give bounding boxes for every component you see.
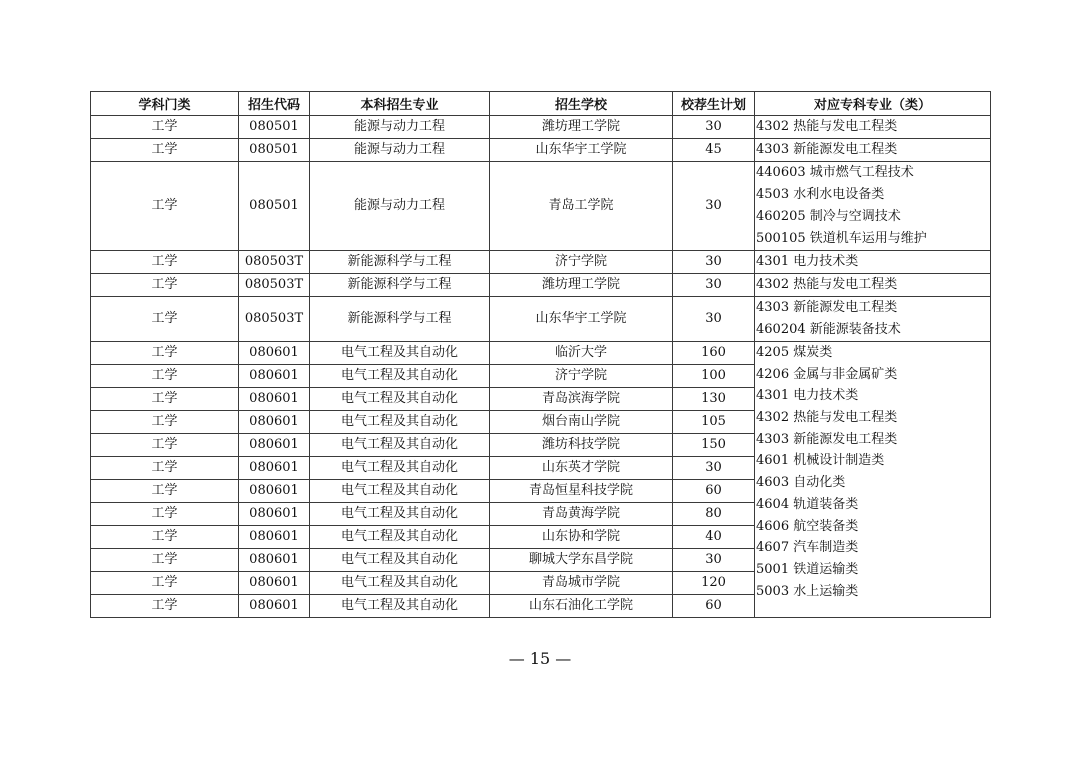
cell-code: 080503T <box>239 274 310 297</box>
cell-school: 青岛恒星科技学院 <box>490 480 673 503</box>
specialty-item: 5003 水上运输类 <box>756 583 859 599</box>
cell-school: 青岛黄海学院 <box>490 503 673 526</box>
cell-major: 电气工程及其自动化 <box>310 388 490 411</box>
cell-plan: 120 <box>673 572 755 595</box>
cell-plan: 150 <box>673 434 755 457</box>
specialty-item: 4303 新能源发电工程类 <box>756 300 898 315</box>
specialty-item: 4503 水利水电设备类 <box>756 187 885 202</box>
cell-code: 080501 <box>239 139 310 162</box>
cell-major: 电气工程及其自动化 <box>310 457 490 480</box>
specialty-item: 4301 电力技术类 <box>756 388 859 404</box>
specialty-item: 5001 铁道运输类 <box>756 561 859 577</box>
cell-code: 080601 <box>239 595 310 618</box>
cell-category: 工学 <box>91 139 239 162</box>
specialty-item: 500105 铁道机车运用与维护 <box>756 231 927 246</box>
table-row <box>91 342 991 365</box>
table-row <box>91 139 991 162</box>
header-plan: 校荐生计划 <box>673 92 755 116</box>
cell-major: 新能源科学与工程 <box>310 297 490 342</box>
cell-code: 080601 <box>239 572 310 595</box>
cell-category: 工学 <box>91 388 239 411</box>
cell-code: 080601 <box>239 411 310 434</box>
cell-major: 电气工程及其自动化 <box>310 526 490 549</box>
cell-category: 工学 <box>91 251 239 274</box>
cell-major: 电气工程及其自动化 <box>310 595 490 618</box>
cell-plan: 105 <box>673 411 755 434</box>
specialty-item: 4302 热能与发电工程类 <box>756 119 898 134</box>
cell-plan: 80 <box>673 503 755 526</box>
cell-plan: 30 <box>673 457 755 480</box>
table-row <box>91 251 991 274</box>
header-major: 本科招生专业 <box>310 92 490 116</box>
cell-category: 工学 <box>91 457 239 480</box>
cell-school: 山东石油化工学院 <box>490 595 673 618</box>
cell-specialties <box>755 162 991 251</box>
cell-category: 工学 <box>91 411 239 434</box>
cell-plan: 30 <box>673 162 755 251</box>
cell-category: 工学 <box>91 365 239 388</box>
specialty-item: 440603 城市燃气工程技术 <box>756 165 914 180</box>
table-row <box>91 162 991 251</box>
specialty-item: 4603 自动化类 <box>756 475 846 491</box>
specialty-item: 4302 热能与发电工程类 <box>756 277 898 292</box>
cell-category: 工学 <box>91 274 239 297</box>
cell-major: 电气工程及其自动化 <box>310 572 490 595</box>
specialty-item: 4604 轨道装备类 <box>756 496 859 512</box>
cell-code: 080503T <box>239 297 310 342</box>
cell-specialties <box>755 116 991 139</box>
cell-plan: 30 <box>673 549 755 572</box>
header-school: 招生学校 <box>490 92 673 116</box>
cell-code: 080501 <box>239 162 310 251</box>
admissions-table <box>90 91 991 618</box>
cell-category: 工学 <box>91 595 239 618</box>
specialty-item: 4205 煤炭类 <box>756 345 833 360</box>
cell-category: 工学 <box>91 434 239 457</box>
header-specialties: 对应专科专业（类） <box>755 92 991 116</box>
cell-school: 青岛滨海学院 <box>490 388 673 411</box>
table-row <box>91 274 991 297</box>
cell-major: 电气工程及其自动化 <box>310 549 490 572</box>
cell-plan: 40 <box>673 526 755 549</box>
cell-school: 山东华宇工学院 <box>490 139 673 162</box>
cell-plan: 30 <box>673 116 755 139</box>
cell-code: 080601 <box>239 480 310 503</box>
cell-major: 电气工程及其自动化 <box>310 434 490 457</box>
cell-category: 工学 <box>91 572 239 595</box>
cell-plan: 60 <box>673 480 755 503</box>
cell-school: 临沂大学 <box>490 342 673 365</box>
cell-plan: 30 <box>673 251 755 274</box>
specialty-item: 4606 航空装备类 <box>756 518 859 534</box>
cell-school: 潍坊理工学院 <box>490 116 673 139</box>
specialty-item: 4303 新能源发电工程类 <box>756 142 898 157</box>
cell-major: 新能源科学与工程 <box>310 274 490 297</box>
cell-major: 电气工程及其自动化 <box>310 342 490 365</box>
cell-code: 080601 <box>239 342 310 365</box>
cell-plan: 45 <box>673 139 755 162</box>
cell-major: 电气工程及其自动化 <box>310 480 490 503</box>
specialty-item: 460204 新能源装备技术 <box>756 322 901 337</box>
specialty-item: 4601 机械设计制造类 <box>756 453 885 469</box>
cell-specialties <box>755 274 991 297</box>
table-header-row <box>91 92 991 116</box>
cell-category: 工学 <box>91 503 239 526</box>
cell-school: 青岛工学院 <box>490 162 673 251</box>
page-number: — 15 — <box>508 649 572 668</box>
cell-plan: 160 <box>673 342 755 365</box>
cell-school: 山东华宇工学院 <box>490 297 673 342</box>
specialty-item: 4206 金属与非金属矿类 <box>756 366 898 382</box>
header-code: 招生代码 <box>239 92 310 116</box>
cell-plan: 100 <box>673 365 755 388</box>
cell-school: 山东英才学院 <box>490 457 673 480</box>
table-row <box>91 297 991 342</box>
cell-major: 电气工程及其自动化 <box>310 411 490 434</box>
cell-category: 工学 <box>91 297 239 342</box>
cell-code: 080601 <box>239 388 310 411</box>
cell-school: 山东协和学院 <box>490 526 673 549</box>
cell-code: 080601 <box>239 434 310 457</box>
cell-code: 080601 <box>239 457 310 480</box>
cell-school: 潍坊理工学院 <box>490 274 673 297</box>
cell-major: 能源与动力工程 <box>310 139 490 162</box>
cell-specialties <box>755 139 991 162</box>
cell-specialties <box>755 297 991 342</box>
cell-category: 工学 <box>91 480 239 503</box>
specialty-item: 4607 汽车制造类 <box>756 540 859 556</box>
cell-plan: 60 <box>673 595 755 618</box>
cell-code: 080601 <box>239 549 310 572</box>
specialty-item: 4303 新能源发电工程类 <box>756 431 898 447</box>
specialty-item: 4302 热能与发电工程类 <box>756 410 898 426</box>
cell-specialties <box>755 251 991 274</box>
cell-code: 080601 <box>239 526 310 549</box>
cell-code: 080601 <box>239 503 310 526</box>
table-body <box>91 116 991 618</box>
cell-code: 080503T <box>239 251 310 274</box>
cell-major: 能源与动力工程 <box>310 116 490 139</box>
cell-school: 济宁学院 <box>490 365 673 388</box>
cell-school: 青岛城市学院 <box>490 572 673 595</box>
cell-school: 潍坊科技学院 <box>490 434 673 457</box>
cell-major: 能源与动力工程 <box>310 162 490 251</box>
cell-category: 工学 <box>91 526 239 549</box>
specialty-item: 4301 电力技术类 <box>756 254 859 269</box>
cell-category: 工学 <box>91 116 239 139</box>
cell-category: 工学 <box>91 342 239 365</box>
cell-code: 080601 <box>239 365 310 388</box>
cell-code: 080501 <box>239 116 310 139</box>
cell-plan: 30 <box>673 274 755 297</box>
cell-category: 工学 <box>91 549 239 572</box>
cell-major: 电气工程及其自动化 <box>310 365 490 388</box>
cell-category: 工学 <box>91 162 239 251</box>
cell-major: 电气工程及其自动化 <box>310 503 490 526</box>
cell-plan: 30 <box>673 297 755 342</box>
cell-school: 聊城大学东昌学院 <box>490 549 673 572</box>
cell-plan: 130 <box>673 388 755 411</box>
cell-specialties <box>755 342 991 618</box>
cell-school: 济宁学院 <box>490 251 673 274</box>
cell-school: 烟台南山学院 <box>490 411 673 434</box>
table-row <box>91 116 991 139</box>
header-category: 学科门类 <box>91 92 239 116</box>
specialty-item: 460205 制冷与空调技术 <box>756 209 901 224</box>
cell-major: 新能源科学与工程 <box>310 251 490 274</box>
